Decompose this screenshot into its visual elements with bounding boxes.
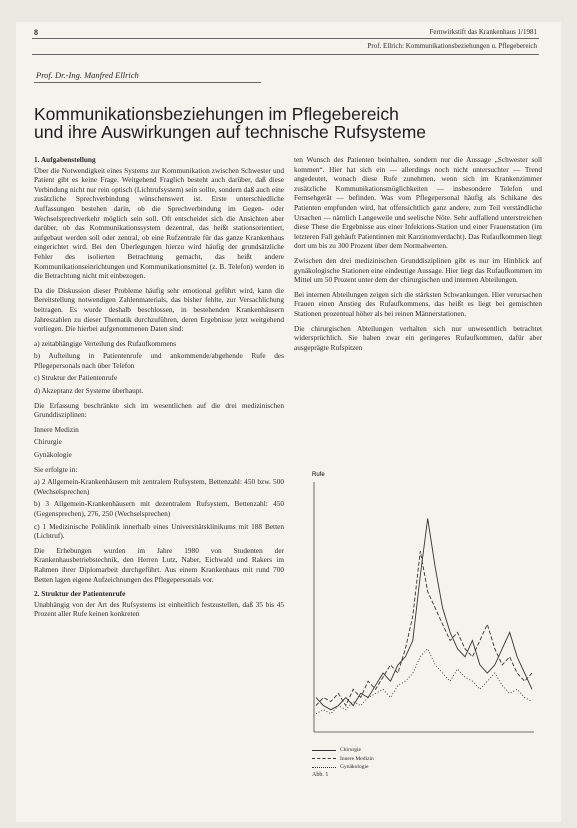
site-item: b) 3 Allgemein-Krankenhäusern mit dezentralem Rufsystem, Bettenzahl: 450 (Gegensprechen), 276, 250 (Wechselsprechen) <box>34 499 284 518</box>
running-title: Prof. Ellrich: Kommunikationsbeziehungen u. Pflegebereich <box>367 42 537 50</box>
legend-label: Gynäkologie <box>340 764 369 770</box>
paragraph: Die chirurgischen Abteilungen verhalten sich nur unwesentlich betrachtet widersprüchlich. Sie haben zwar ein geringeres Rufaufkommen, dafür aber ausgeprägte Rufspitzen <box>294 323 542 352</box>
site-item: c) 1 Medizinische Poliklinik innerhalb eines Universitätsklinikums mit 188 Betten (Lichtruf). <box>34 521 284 541</box>
article-title <box>34 105 534 141</box>
list-item: d) Akzeptanz der Systeme überhaupt. <box>34 386 144 396</box>
discipline-item: Gynäkologie <box>34 450 72 460</box>
section-heading-2: 2. Struktur der Patientenrufe <box>34 589 126 599</box>
legend-swatch <box>312 767 336 768</box>
paragraph: Unabhängig von der Art des Rufsystems ist einheitlich festzustellen, daß 35 bis 45 Prozent aller Rufe keinen konkreten <box>34 599 284 619</box>
paragraph: Über die Notwendigkeit eines Systems zur Kommunikation zwischen Schwester und Patient gibt es keine Frage. Weitgehend Fraglich besteht auch darüber, daß diese Verbindung nicht nur rein optisch (Lichtrufsystem) sein sollte, sondern daß auch eine zusätzliche Sprechverbindung wünschenswert ist. Erste unterschiedliche Auffassungen bestehen darin, ob die Sprechverbindung im Gegen- oder Wechselsprechverkehr möglich sein soll. Oft entscheidet sich die Ansichten aber darüber, ob das Kommunikationssystem dezentral, das heißt stationsorientiert, aufgebaut werden soll oder zentral, ob eine Rufzentrale für das ganze Krankenhaus eingerichtet wird. Bei den Überlegungen hierzu wird häufig der grundsätzliche Fehler des isolierten Betrachtung gemacht, das heißt andere Kommunikationseinrichtungen und Kommunikationsmittel (z. B. Telefon) werden in die Betrachtung nicht mit einbezogen. <box>34 165 284 281</box>
author-line: Prof. Dr.-Ing. Manfred Ellrich <box>36 70 139 80</box>
header-rule <box>32 38 539 39</box>
author-rule <box>34 82 261 83</box>
legend-swatch <box>312 758 336 759</box>
page-number: 8 <box>34 28 38 37</box>
list-item: c) Struktur der Patientenrufe <box>34 373 118 383</box>
calls-line-chart <box>294 462 544 747</box>
title-line-1: Kommunikationsbeziehungen im Pflegebereich <box>34 104 399 124</box>
paragraph: Sie erfolgte in: <box>34 464 78 474</box>
legend-label: Innere Medizin <box>340 755 374 762</box>
series-line-3 <box>316 649 532 714</box>
legend-label: Chirurgie <box>340 747 361 753</box>
paragraph: Die Erfassung beschränkte sich im wesentlichen auf die drei medizinischen Grunddisziplinen: <box>34 400 284 420</box>
paragraph: Zwischen den drei medizinischen Grunddisziplinen gibt es nur im Hinblick auf gynäkologische Stationen eine eindeutige Aussage. Hier liegt das Rufaufkommen im Mittel um 50 Prozent unter dem der chirurgischen und internen Abteilungen. <box>294 255 542 285</box>
column-right <box>294 155 542 357</box>
discipline-item: Chirurgie <box>34 437 62 447</box>
section-heading-1: 1. Aufgabenstellung <box>34 155 96 164</box>
paragraph: Bei internen Abteilungen zeigen sich die stärksten Schwankungen. Hier verursachen Frauen einen Anstieg des Rufaufkommens, das heißt es liegt bei gemischten Stationen prozentual höher als bei reinen Männerstationen. <box>294 289 542 318</box>
series-layer <box>316 519 532 714</box>
list-item: a) zeitabhängige Verteilung des Rufaufkommens <box>34 338 177 348</box>
series-line-2 <box>316 551 532 706</box>
discipline-item: Innere Medizin <box>34 424 79 434</box>
list-item: b) Aufteilung in Patientenrufe und ankommende/abgehende Rufe des Pflegepersonals nach über Telefon <box>34 351 284 370</box>
title-line-2: und ihre Auswirkungen auf technische Rufsysteme <box>34 122 427 142</box>
legend-entry <box>312 755 374 764</box>
column-left <box>34 155 284 624</box>
paragraph: Da die Diskussion dieser Probleme häufig sehr emotional geführt wird, kann die Bereitstellung notwendigen Zahlenmaterials, das bisher fehlte, zur Versachlichung beitragen. Es wurde deshalb beschlossen, in bestehenden Krankenhäusern Jahreszahlen zu dieser Thematik durchzuführen, deren Ergebnisse jetzt weitgehend vorliegen. Die hierbei aufgenommenen Daten sind: <box>34 285 284 334</box>
paragraph: Die Erhebungen wurden im Jahre 1980 von Studenten der Krankenhausbetriebstechnik, den Herren Lutz, Naber, Eichwald und Rakers im Rahmen ihrer Diplomarbeit durchgeführt. Aus einem Krankenhaus mit rund 700 Betten lagen eigene Aufzeichnungen des Pflegepersonals vor. <box>34 545 284 584</box>
figure-label: Abb. 1 <box>312 772 329 778</box>
site-item: a) 2 Allgemein-Krankenhäusern mit zentralem Rufsystem, Bettenzahl: 450 bzw. 500 (Wechselsprechen) <box>34 477 284 496</box>
legend-entry <box>312 763 374 772</box>
header-rule-2 <box>32 54 539 55</box>
journal-header: Fernwirkstift das Krankenhaus 1/1981 <box>429 28 537 36</box>
y-axis-label: Rufe <box>312 472 325 478</box>
legend-entry <box>312 746 374 755</box>
paragraph: ten Wunsch des Patienten beinhalten, sondern nur die Aussage „Schwester soll kommen“. Hier hat sich ein — allerdings noch nicht untersuchter — Trend angedeutet, wonach diese Rufe zunehmen, wenn sich im Krankenzimmer zusätzliche Kommunikationsmöglichkeiten — insbesondere Telefon und Fernsehgerät — befinden. Was vom Pflegepersonal häufig als Schikane des Patienten empfunden wird, hat offensichtlich ganz andere, zum Teil verständliche Ursachen — nämlich Langeweile und seelische Nöte. Sehr auffallend unterstreichen diese These die Ergebnisse aus einer Infektions-Station und einer Frauenstation (im letzteren Fall gehäuft Patientinnen mit Karzinomverdacht). Das Rufaufkommen liegt dort um bis zu 300 Prozent über dem Normalwerten. <box>294 155 542 251</box>
chart-legend <box>312 746 374 772</box>
document-page <box>16 22 561 822</box>
legend-swatch <box>312 750 336 751</box>
